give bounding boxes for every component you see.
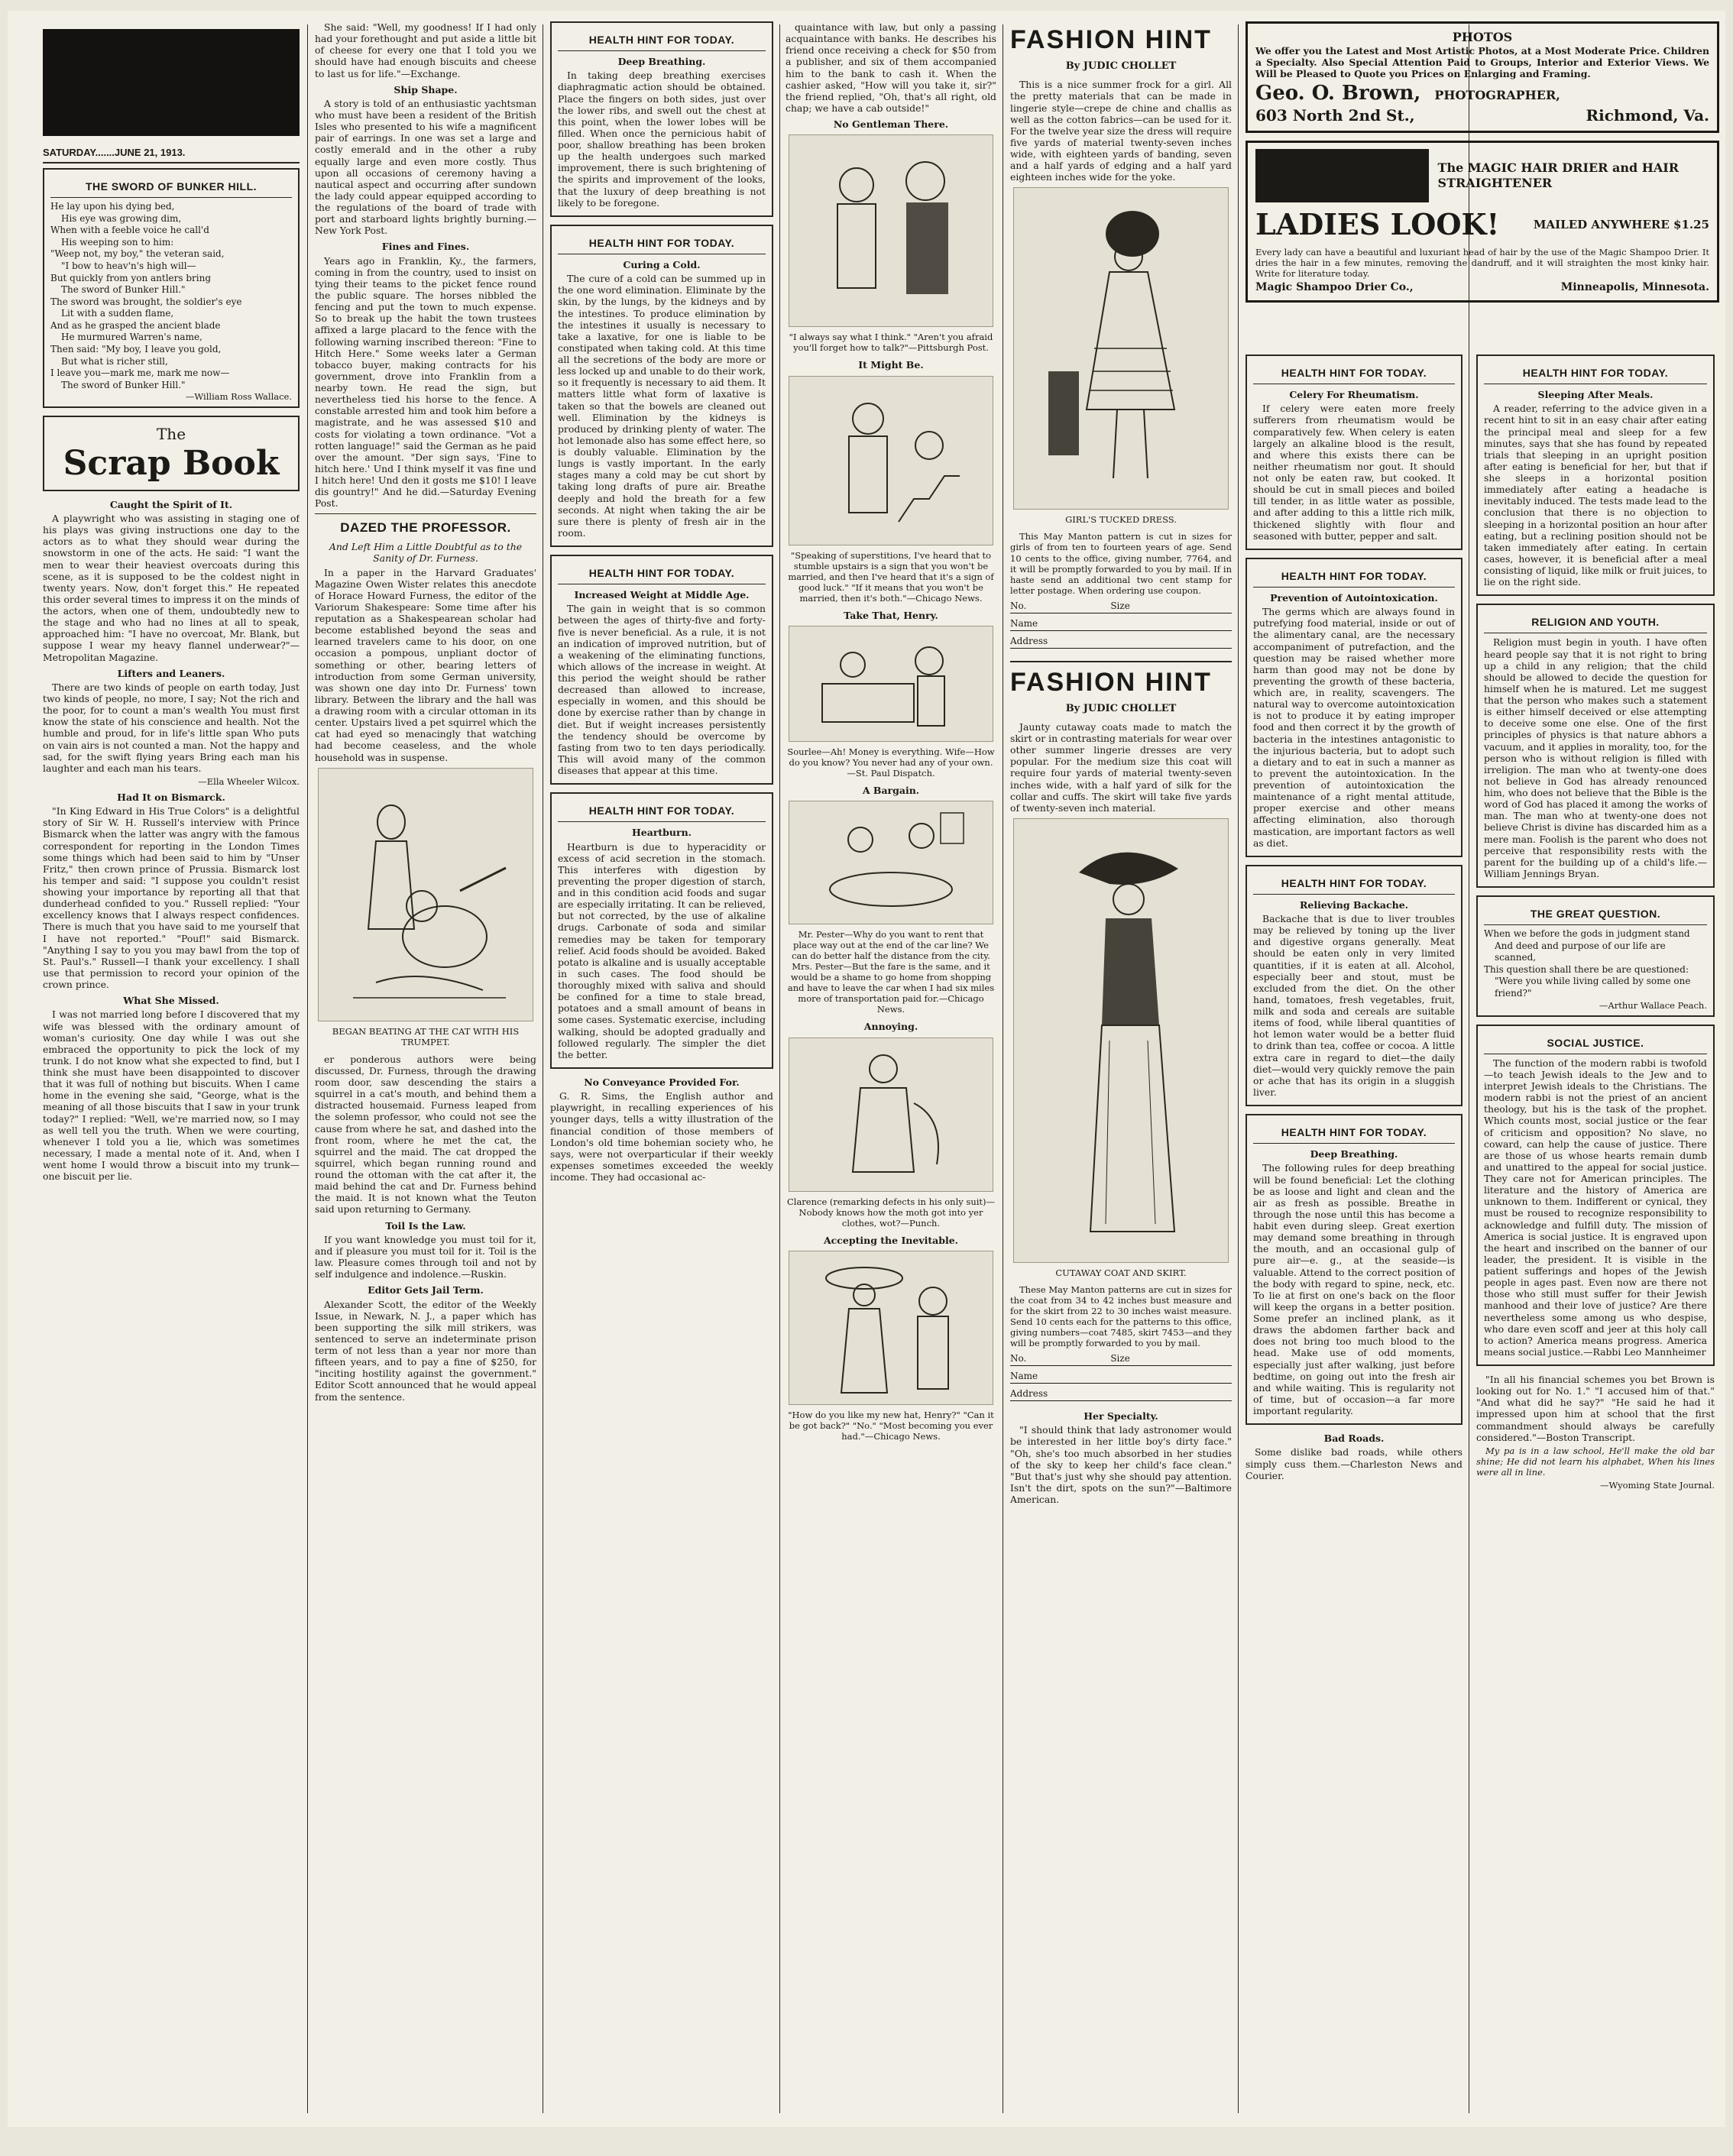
cartoon-caption: Mr. Pester—Why do you want to rent that place way out at the end of the car line? We can do better half the distance from the city. Mrs. Pester—But the fare is the same, and it would be a shame to go home from shopping and have to leave the car when I had six miles more of transportation paid for.—Chicago News. [787, 929, 995, 1015]
cartoon-drawing [803, 143, 979, 319]
column-4 [786, 21, 996, 2116]
health-hint-title: Heartburn. [631, 827, 692, 839]
poem-line: But quickly from yon antlers bring [50, 272, 212, 283]
cartoon-illustration [789, 626, 993, 742]
essay-box [1476, 1025, 1715, 1366]
cartoon-caption: Clarence (remarking defects in his only suit)—Nobody knows how the moth got into yer clothes, wot?—Punch. [786, 1196, 996, 1229]
health-hint-box [550, 555, 773, 785]
poem-line: The sword of Bunker Hill." [61, 379, 186, 390]
poem-line: "I bow to heav'n's high will— [61, 260, 196, 271]
column-rule [779, 24, 780, 2113]
article-title: Had It on Bismarck. [117, 791, 225, 803]
health-hint-body: In taking deep breathing exercises diaphragmatic action should be obtained. Place the fingers on both sides, just over the lower ribs, and swell out the chest at this point, when the lower lobes will be filled. When once the pernicious habit of poor, shallow breathing has been broken up the health undergoes such marked improvement, there is such brightening of the spirits and improvement of the looks, that the luxury of deep breathing is not likely to be foregone. [558, 70, 766, 209]
fashion-hint-title: FASHION HINT [1010, 667, 1212, 697]
cartoon-title: Annoying. [863, 1021, 918, 1033]
cartoon-title: Take That, Henry. [844, 609, 938, 621]
closing-verse: My pa is in a law school, He'll make the old bar shine; He did not learn his alphabet, When his lines were all in line. [1476, 1445, 1715, 1478]
ad-body: Every lady can have a beautiful and luxuriant head of hair by the use of the Magic Shampoo Drier. It dries the hair in a few minutes, removing the dandruff, and it will straighten the most kinky hair. Write for literature today. [1255, 247, 1709, 280]
article-title: Ship Shape. [394, 83, 458, 95]
ad-city: Minneapolis, Minnesota. [1560, 281, 1709, 294]
cartoon-title: It Might Be. [858, 359, 924, 371]
ad-heading: PHOTOS [1452, 30, 1513, 44]
article-body: Alexander Scott, the editor of the Weekly Issue, in Newark, N. J., a paper which has been supporting the silk mill strikers, was sentenced to serve an indeterminate prison term of not less than a year nor more than fifteen years, and to pay a fine of $250, for "inciting hostility against the government." Editor Scott announced that he would appeal from the sentence. [315, 1298, 536, 1403]
health-hint-title: Celery For Rheumatism. [1289, 389, 1419, 401]
health-hint-title: Deep Breathing. [1310, 1148, 1398, 1161]
ad-headline: LADIES LOOK! [1255, 207, 1500, 241]
poem-box [43, 168, 300, 409]
article-body: er ponderous authors were being discussed, Dr. Furness, through the drawing room door, saw descending the stairs a squirrel in a cat's mouth, and behind them a distracted housemaid. Furness leaped from the solemn professor, who could not see the cause from where he sat, and dashed into the front room, where he met the cat, the squirrel and the maid. The cat dropped the squirrel, which began running round and round the ottoman with the cat after it, the maid behind the cat and Dr. Furness behind the maid. It is not known what the Teuton said upon returning to Germany. [315, 1053, 536, 1216]
poem-line: But what is richer still, [61, 355, 168, 367]
ad-firm: Magic Shampoo Drier Co., [1255, 281, 1414, 294]
poem-line: "Were you while living called by some one friend?" [1495, 976, 1691, 999]
health-hint-heading: HEALTH HINT FOR TODAY. [558, 34, 766, 51]
health-hint-box [1245, 1114, 1463, 1425]
fashion-caption: GIRL'S TUCKED DRESS. [1065, 514, 1177, 526]
ad-body: We offer you the Latest and Most Artistic Photos, at a Most Moderate Price. Children a Specialty. Also Special Attention Paid to Groups, Interior and Exterior Views. We Will be Pleased to Quote you Prices on Enlarging and Framing. [1255, 44, 1709, 79]
coupon-address-field[interactable]: Address [1010, 1388, 1232, 1401]
essay-box [1476, 604, 1715, 888]
poem-line: And as he grasped the ancient blade [50, 319, 221, 331]
newspaper-page [8, 11, 1725, 2127]
health-hint-heading: HEALTH HINT FOR TODAY. [558, 804, 766, 822]
cartoon-title: Accepting the Inevitable. [823, 1234, 959, 1246]
health-hint-body: The germs which are always found in putrefying food material, inside or out of the alimentary canal, are the necessary accompaniment of putrefaction, and the question may be raised whether more harm than good may not be done by preventing the growth of these bacteria, which are, in reality, scavengers. The natural way to overcome autointoxication is not to produce it by eating improper food and then correct it by the growth of bacteria in the intestines antagonistic to the injurious bacteria, but to adopt such a dietary and to eat in such a manner as to prevent the autointoxication. In the prevention of autointoxication the maintenance of a right mental attitude, proper exercise and other means affecting elimination, also thorough mastication, are important factors as well as diet. [1253, 606, 1455, 849]
article-title: Toil Is the Law. [385, 1219, 466, 1232]
poem-line: His eye was growing dim, [61, 212, 182, 224]
essay-title: SOCIAL JUSTICE. [1484, 1037, 1707, 1054]
health-hint-heading: HEALTH HINT FOR TODAY. [558, 567, 766, 584]
coupon-address-field[interactable]: Address [1010, 636, 1232, 649]
article-body: She said: "Well, my goodness! If I had only had your forethought and put aside a little bit of cheese for every one that I told you we should have had enough biscuits and cheese to last us for life."—Exchange. [315, 21, 536, 79]
poem-line: And deed and purpose of our life are scanned, [1495, 940, 1666, 963]
health-hint-heading: HEALTH HINT FOR TODAY. [1253, 570, 1455, 588]
health-hint-box [1245, 865, 1463, 1106]
cartoon-drawing [807, 1255, 975, 1400]
article-body: quaintance with law, but only a passing acquaintance with banks. He describes his friend once receiving a check for $50 from a publisher, and six of them accompanied him to the bank to cash it. When the cashier asked, "How will you take it, sir?" the friend replied, "Oh, that's all right, old chap; we have a cab outside!" [786, 21, 996, 114]
article-body: If you want knowledge you must toil for it, and if pleasure you must toil for it. Toil is the law. Pleasure comes through toil and not by self indulgence and indolence.—Ruskin. [315, 1233, 536, 1280]
fashion-drawing [1033, 827, 1209, 1254]
scrap-book-heading [43, 416, 300, 490]
health-hint-title: Relieving Backache. [1299, 898, 1409, 911]
health-hint-title: Increased Weight at Middle Age. [574, 589, 750, 601]
cartoon-drawing [807, 384, 975, 537]
column-7 [1476, 354, 1715, 2116]
column-3 [550, 21, 773, 2116]
illustration-caption: BEGAN BEATING AT THE CAT WITH HIS TRUMPET. [332, 1025, 520, 1047]
cartoon-drawing [807, 630, 975, 737]
closing-credit: —Wyoming State Journal. [1600, 1479, 1715, 1491]
article-headline: DAZED THE PROFESSOR. [340, 520, 511, 536]
fashion-body: This is a nice summer frock for a girl. All the pretty materials that can be made in lingerie style—crepe de chine and challis as well as the cotton fabrics—can be used for it. For the twelve year size the dress will require five yards of material twenty-seven inches wide, with eighteen yards of banding, seven and a half yards of edging and a half yard eighteen inches wide for the yoke. [1010, 79, 1232, 183]
health-hint-title: Deep Breathing. [617, 56, 706, 68]
essay-body: Religion must begin in youth. I have often heard people say that it is not right to bring up a child in any religion; that the child should be allowed to decide the question for himself when he is matured. Let me suggest that the person who makes such a statement is either himself deceived or else attempting to deceive some one else. One of the first principles of physics is that nature abhors a vacuum, and it applies in morality, too, for the person who is without religion is filled with irreligion. The man who at twenty-one does not believe in God has already renounced him, who does not believe that the Bible is the word of God has placed it among the works of man. The man who at twenty-one does not believe Christ is divine has discarded him as a mere man. Foolish is the parent who does not perceive that responsibility rests with the parent for the building up of a child's life.—William Jennings Bryan. [1484, 636, 1708, 879]
scrap-book-title: Scrap Book [63, 443, 280, 483]
article-body: Some dislike bad roads, while others simply cuss them.—Charleston News and Courier. [1245, 1446, 1463, 1481]
ad-role: PHOTOGRAPHER, [1434, 87, 1560, 102]
article-body: I was not married long before I discovered that my wife was blessed with the ordinary amount of woman's curiosity. One day while I was out she embraced the opportunity to pick the lock of my trunk. I do not know what she expected to find, but I think she must have been disappointed to discover that it was full of nothing but biscuits. When I came home in the evening she said, "George, what is the meaning of all those biscuits that I saw in your trunk today?" I replied: "Well, we're married now, so I may as well tell you the truth. When we were courting, whenever I told you a lie, which was sometimes necessary, I made a mental note of it. And, when I went home I would throw a biscuit into my trunk—one biscuit per lie. [43, 1008, 300, 1183]
poem-line: Lit with a sudden flame, [61, 308, 174, 319]
article-body: "In all his financial schemes you bet Brown is looking out for No. 1." "I accused him of that." "And what did he say?" "He said he had it impressed upon him at school that the first commandment should always be carefully considered."—Boston Transcript. [1476, 1374, 1715, 1443]
cartoon-illustration [789, 134, 993, 327]
cartoon-drawing [815, 1042, 967, 1187]
health-hint-box [1245, 354, 1463, 550]
ad-price: MAILED ANYWHERE $1.25 [1533, 218, 1709, 232]
poem-line: I leave you—mark me, mark me now— [50, 367, 230, 379]
magic-drier-ad [1245, 141, 1719, 303]
illustration-cat-trumpet [318, 768, 533, 1021]
coupon-name-field[interactable]: Name [1010, 1371, 1232, 1384]
health-hint-body: Backache that is due to liver troubles may be relieved by toning up the liver and digestive organs generally. Meat should be eaten only in very limited quantities, if it is eaten at all. Alcohol, especially beer and stout, must be excluded from the diet. On the other hand, tomatoes, fresh vegetables, fruit, milk and soda and cereals are suitable items of food, while liberal quantities of hot lemon water would be a better fluid to drink than tea, coffee or cocoa. A little extra care in regard to diet—the daily diet—would very quickly remove the pain or ache that has its origin in a sluggish liver. [1253, 913, 1455, 1098]
essay-title: RELIGION AND YOUTH. [1484, 616, 1707, 633]
fashion-body: Jaunty cutaway coats made to match the skirt or in contrasting materials for wear over other summer lingerie dresses are very popular. For the medium size this coat will require four yards of material twenty-seven inches wide, with a half yard of silk for the collar and cuffs. The skirt will take five yards of twenty-seven inch material. [1010, 720, 1232, 814]
poem-line: When with a feeble voice he call'd [50, 225, 209, 236]
cartoon-title: No Gentleman There. [833, 118, 949, 130]
cartoon-caption: Sourlee—Ah! Money is everything. Wife—How do you know? You never had any of your own.—St. Paul Dispatch. [787, 746, 995, 779]
fashion-illustration-cutaway-coat [1013, 818, 1229, 1263]
poem-title: THE GREAT QUESTION. [1484, 908, 1707, 925]
health-hint-heading: HEALTH HINT FOR TODAY. [1253, 1126, 1455, 1144]
photographer-ad [1245, 21, 1719, 133]
article-body: There are two kinds of people on earth today, Just two kinds of people, no more, I say; Not the rich and the poor, for to count a man's wealth You must first know the state of his conscience and health. Not the humble and proud, for in life's little span Who puts on vain airs is not counted a man. Not the happy and sad, for the swift flying years Bring each man his laughter and each man his tears. [43, 681, 300, 774]
coupon-number-field[interactable]: No. Size [1010, 1353, 1232, 1366]
article-author: —Ella Wheeler Wilcox. [198, 775, 300, 787]
poem-line: Then said: "My boy, I leave you gold, [50, 344, 222, 355]
fashion-byline: By JUDIC CHOLLET [1065, 60, 1177, 73]
cartoon-illustration [789, 1251, 993, 1405]
health-hint-heading: HEALTH HINT FOR TODAY. [558, 237, 766, 254]
article-body: A playwright who was assisting in staging one of his plays was giving instructions one day to the actors as to what they should wear during the snowstorm in one of the acts. He said: "I want the men to wear their heaviest overcoats during this scene, as it is supposed to be the coldest night in twenty years. Now, don't forget this." He repeated this order several times to impress it on the minds of the actors, when one of them, undoubtedly new to the stage and who had no lines at all to speak, approached him: "I have no overcoat, Mr. Blank, but suppose I wear my heavy flannel underwear?"—Metropolitan Magazine. [43, 513, 300, 663]
article-title: Her Specialty. [1084, 1410, 1158, 1422]
scrap-book-the: The [156, 425, 186, 444]
ad-brand: The MAGIC HAIR DRIER and HAIR STRAIGHTENER [1437, 160, 1680, 190]
poem-line: He murmured Warren's name, [61, 332, 202, 343]
masthead-block [43, 29, 300, 136]
article-body: Years ago in Franklin, Ky., the farmers, coming in from the country, used to insist on tying their teams to the picket fence round the public square. The horses nibbled the fencing and put the town to much expense. So to break up the habit the town trustees affixed a large placard to the fence with the following warning inscribed thereon: "Fine to Hitch Here." Some weeks later a German tobacco buyer, making contracts for his government, drove into Franklin from a nearby town. He read the sign, but nevertheless tied his horse to the fence. A constable arrested him and took him before a magistrate, and he was assessed $10 and costs for violating a town ordinance. "Vot a rotten language!" said the German as he paid over the amount. "Der sign says, 'Fine to hitch here.' Und I think myself it vas fine und I hitch here! Und den it gosts me $10! I leave dis gountry!" And he did.—Saturday Evening Post. [315, 254, 536, 510]
health-hint-box [550, 21, 773, 217]
fashion-caption: CUTAWAY COAT AND SKIRT. [1055, 1267, 1187, 1278]
ad-address: 603 North 2nd St., [1255, 105, 1415, 125]
coupon-number-field[interactable]: No. Size [1010, 601, 1232, 613]
fashion-byline: By JUDIC CHOLLET [1065, 703, 1177, 715]
poem-title: THE SWORD OF BUNKER HILL. [50, 180, 292, 198]
article-body: "In King Edward in His True Colors" is a delightful story of Sir W. H. Russell's interview with Prince Bismarck when the latter was angry with the famous correspondent for reporting in the London Times some things which had been said to him by "Unser Fritz," then crown prince of Prussia. Bismarck lost his temper and said: "I suppose you couldn't resist showing your importance by reporting all that that dunderhead confided to you." Russell replied: "Your excellency knows that I always respect confidences. There is much that you have said to me yourself that I have not reported." "Pouf!" said Bismarck. "Anything I say to you you may bawl from the top of St. Paul's." Russell—I thank your excellency. I shall use that permission to record your opinion of the crown prince. [43, 805, 300, 991]
article-title: Bad Roads. [1323, 1432, 1385, 1445]
pattern-note: This May Manton pattern is cut in sizes for girls of from ten to fourteen years of age. Send 10 cents to the office, giving number, 7764, and it will be promptly forwarded to you by mail. If in haste send an additional two cent stamp for letter postage. When ordering use coupon. [1010, 531, 1232, 596]
ad-city: Richmond, Va. [1586, 105, 1709, 125]
cartoon-caption: "I always say what I think." "Aren't you afraid you'll forget how to talk?"—Pittsburgh Post. [789, 332, 993, 354]
column-1 [43, 21, 300, 2116]
health-hint-box [550, 792, 773, 1069]
health-hint-box [1245, 558, 1463, 857]
poem-lines [50, 201, 292, 392]
article-body: A story is told of an enthusiastic yachtsman who must have been a resident of the British Isles who presented to his wife a magnificent pair of earrings. In one was set a large and costly emerald and in the other a ruby equally large and even more costly. Thus upon all occasions of ceremony having a nautical aspect and occurring after sundown the lady could appear equipped according to the regulations of the board of trade with port and starboard lights brightly burning.—New York Post. [315, 97, 536, 237]
dateline: SATURDAY.......JUNE 21, 1913. [43, 147, 300, 163]
health-hint-title: Prevention of Autointoxication. [1270, 591, 1438, 604]
cartoon-illustration [789, 376, 993, 545]
fashion-illustration-girl-dress [1013, 187, 1229, 510]
coupon-name-field[interactable]: Name [1010, 618, 1232, 631]
health-hint-heading: HEALTH HINT FOR TODAY. [1253, 367, 1455, 384]
column-rule [1238, 24, 1239, 2113]
poem-line: The sword was brought, the soldier's eye [50, 296, 242, 307]
health-hint-title: Curing a Cold. [623, 258, 701, 270]
poem-box [1476, 895, 1715, 1017]
poem-line: This question shall there be are questioned: [1484, 963, 1689, 975]
poem-line: His weeping son to him: [61, 236, 174, 248]
health-hint-heading: HEALTH HINT FOR TODAY. [1484, 367, 1707, 384]
column-rule [307, 24, 308, 2113]
article-title: Caught the Spirit of It. [109, 498, 233, 510]
cartoon-illustration [789, 801, 993, 924]
article-title: Lifters and Leaners. [117, 667, 225, 679]
ad-name: Geo. O. Brown, [1255, 81, 1421, 105]
health-hint-body: If celery were eaten more freely sufferers from rheumatism would be comparatively few. When celery is eaten largely an alkaline blood is the result, and where this exists there can be neither rheumatism nor gout. It should not only be eaten raw, but cooked. It should be cut in small pieces and boiled till tender, in as little water as possible, and after adding to this a little rich milk, thickened slightly with flour and seasoned with butter, pepper and salt. [1253, 403, 1455, 542]
cartoon-caption: "Speaking of superstitions, I've heard that to stumble upstairs is a sign that you won't be married, and then I've heard that it's a sign of good luck." "If it means that you won't be married, then it's both."—Chicago News. [788, 549, 994, 604]
cartoon-drawing [807, 805, 975, 920]
health-hint-body: The following rules for deep breathing will be found beneficial: Let the clothing be as loose and light and clean and the air as fresh as possible. Breathe in through the nose until this has become a habit even during sleep. Great exertion may demand some breathing in through the mouth, and an occasional gulp of pure air—e. g., at the seaside—is valuable. Attend to the correct position of the body with regard to spine, neck, etc. To lie at first on one's back on the floor will keep the organs in a better position. Some prefer an inclined plank, as it draws the abdomen farther back and does not bring too much blood to the head. Make use of odd moments, especially just after walking, just before bedtime, on going out into the fresh air and while waiting. This is regularity not of time, but of occasion—a far more important regularity. [1253, 1162, 1455, 1417]
health-hint-box [550, 225, 773, 547]
article-body: In a paper in the Harvard Graduates' Magazine Owen Wister relates this anecdote of Horace Howard Furness, the editor of the Variorum Shakespeare: Some time after his reputation as a Shakespearean scholar had become established beyond the seas and learned travelers came to his door, on one occasion a pompous, unpliant doctor of something or other, bearing letters of introduction from some German university, was shown one day into Dr. Furness' town library. Between the library and the hall was a drawing room with a circular ottoman in its center. Upstairs lived a pet squirrel which the cat had eyed so menacingly that watching had become ceaseless, and the whole household was in suspense. [315, 566, 536, 763]
poem-line: "Weep not, my boy," the veteran said, [50, 248, 225, 260]
column-2 [315, 21, 536, 2116]
article-title: What She Missed. [123, 995, 219, 1007]
poem-line: The sword of Bunker Hill." [61, 284, 186, 296]
article-title: Fines and Fines. [381, 241, 470, 253]
health-hint-box [1476, 354, 1715, 596]
health-hint-body: The cure of a cold can be summed up in the one word elimination. Eliminate by the skin, by the lungs, by the kidneys and by the intestines. To produce elimination by the intestines it usually is necessary to take a laxative, for one is liable to be constipated when taking cold. At this time all the secretions of the body are more or less locked up and unable to do their work, so it frequently is necessary to aid them. It matters little what form of laxative is taken so that the bowels are cleaned out well. Elimination by the kidneys is produced by drinking plenty of water. The hot lemonade also has some effect here, so is doubly valuable. Elimination by the lungs is vastly important. In the early stages many a cold may be cut short by taking long drafts of pure air. Breathe deeply and hold the breath for a few seconds. At night when taking the air be sure there is plenty of fresh air in the room. [558, 273, 766, 539]
article-title: Editor Gets Jail Term. [368, 1284, 484, 1297]
poem-line: When we before the gods in judgment stand [1484, 928, 1690, 940]
health-hint-body: Heartburn is due to hyperacidity or excess of acid secretion in the stomach. This interferes with digestion by preventing the proper digestion of starch, and in this condition acid foods and sugar are especially irritating. It can be relieved, but not corrected, by the use of alkaline drugs. Carbonate of soda and similar remedies may be taken for temporary relief. Acid foods should be avoided. Baked potato is alkaline and is usually acceptable in such cases. The food should be thoroughly mixed with saliva and should be confined for a time to stale bread, potatoes and a small amount of beans in some cases. Systematic exercise, including walking, should be adopted gradually and followed regularly. The simpler the diet the better. [558, 840, 766, 1060]
health-hint-heading: HEALTH HINT FOR TODAY. [1253, 877, 1455, 895]
health-hint-body: The gain in weight that is so common between the ages of thirty-five and forty-five is never beneficial. As a rule, it is not an indication of improved nutrition, but of a weakening of the eliminating functions, which allows of the increase in weight. At this period the weight should be rather decreased than allowed to increase, especially in women, and this should be done by exercise rather than by change in diet. But if weight increases persistently the tendency should be overcome by fasting from two to ten days periodically. This will avoid many of the common diseases that appear at this time. [558, 603, 766, 777]
article-subhead: And Left Him a Little Doubtful as to the Sanity of Dr. Furness. [329, 541, 523, 565]
cartoon-illustration [789, 1038, 993, 1192]
article-title: No Conveyance Provided For. [584, 1076, 740, 1088]
ads-top [1245, 21, 1719, 342]
column-5 [1010, 21, 1232, 2116]
essay-body: The function of the modern rabbi is twofold—to teach Jewish ideals to the Jew and to interpret Jewish ideals to the Christians. The modern rabbi is not the priest of an ancient theology, but his is the task of the prophet. Which counts most, social justice or the fear of criticism and opposition? No slave, no coward, can help the cause of justice. There are those of us whose hearts remain dumb and unattired to the appeal for social justice. They care not for American principles. The literature and the history of America are unknown to them. Indifferent or cynical, they must be roused to recognize responsibility to acknowledge and fulfill duty. The mission of America is social justice. It is engraved upon the heart and inscribed on the banner of our leader, the president. It is visible in the patient sufferings and hopes of the Jewish people in ages past. Even now are there not those who still must suffer for their Jewish manhood and their love of justice? Are there nevertheless some among us who despise, who dare even scoff and jeer at this holy call to action? America means progress. America means social justice.—Rabbi Leo Mannheimer [1484, 1057, 1707, 1358]
poem-lines [1484, 928, 1707, 1000]
cartoon-title: A Bargain. [862, 784, 920, 796]
health-hint-title: Sleeping After Meals. [1537, 389, 1654, 401]
ad-product-image [1255, 149, 1429, 202]
cartoon-caption: "How do you like my new hat, Henry?" "Can it be got back?" "No." "Most becoming you ever had."—Chicago News. [788, 1409, 994, 1442]
poem-author: —Arthur Wallace Peach. [1599, 999, 1707, 1011]
health-hint-body: A reader, referring to the advice given in a recent hint to sit in an easy chair after eating the principal meal and sleep for a few minutes, says that she has found by repeated trials that sleeping in an upright position after eating is beneficial for her, but that if she sleeps in a horizontal position immediately after eating a headache is inevitably induced. The tests made lead to the conclusion that there is no objection to sleeping in a horizontal position an hour after eating, but a reclining position should not be taken immediately after eating. In certain cases, however, it is beneficial after a meal consisting of liquid, like milk or fruit juices, to lie on the right side. [1484, 403, 1707, 588]
poem-line: He lay upon his dying bed, [50, 200, 175, 212]
article-body: "I should think that lady astronomer would be interested in her little boy's dirty face." "Oh, she's too much absorbed in her studies of the sky to keep her child's face clean." "But that's just why she should pay attention. Isn't the dirt, spots on the sun?"—Baltimore American. [1010, 1424, 1232, 1505]
illustration-drawing [330, 776, 521, 1013]
article-body: G. R. Sims, the English author and playwright, in recalling experiences of his younger days, tells a witty illustration of the financial condition of those members of London's old time bohemian society who, he says, were not overparticular if their weekly expenses sometimes exceeded the weekly income. They had occasional ac- [550, 1090, 773, 1183]
column-6-body [1245, 354, 1463, 2116]
fashion-drawing [1033, 196, 1209, 501]
poem-author: —William Ross Wallace. [185, 391, 292, 403]
pattern-note: These May Manton patterns are cut in sizes for the coat from 34 to 42 inches bust measure and for the skirt from 22 to 30 inches waist measure. Send 10 cents each for the patterns to this office, giving numbers—coat 7485, skirt 7453—and they will be promptly forwarded to you by mail. [1010, 1284, 1232, 1348]
fashion-hint-title: FASHION HINT [1010, 25, 1212, 54]
